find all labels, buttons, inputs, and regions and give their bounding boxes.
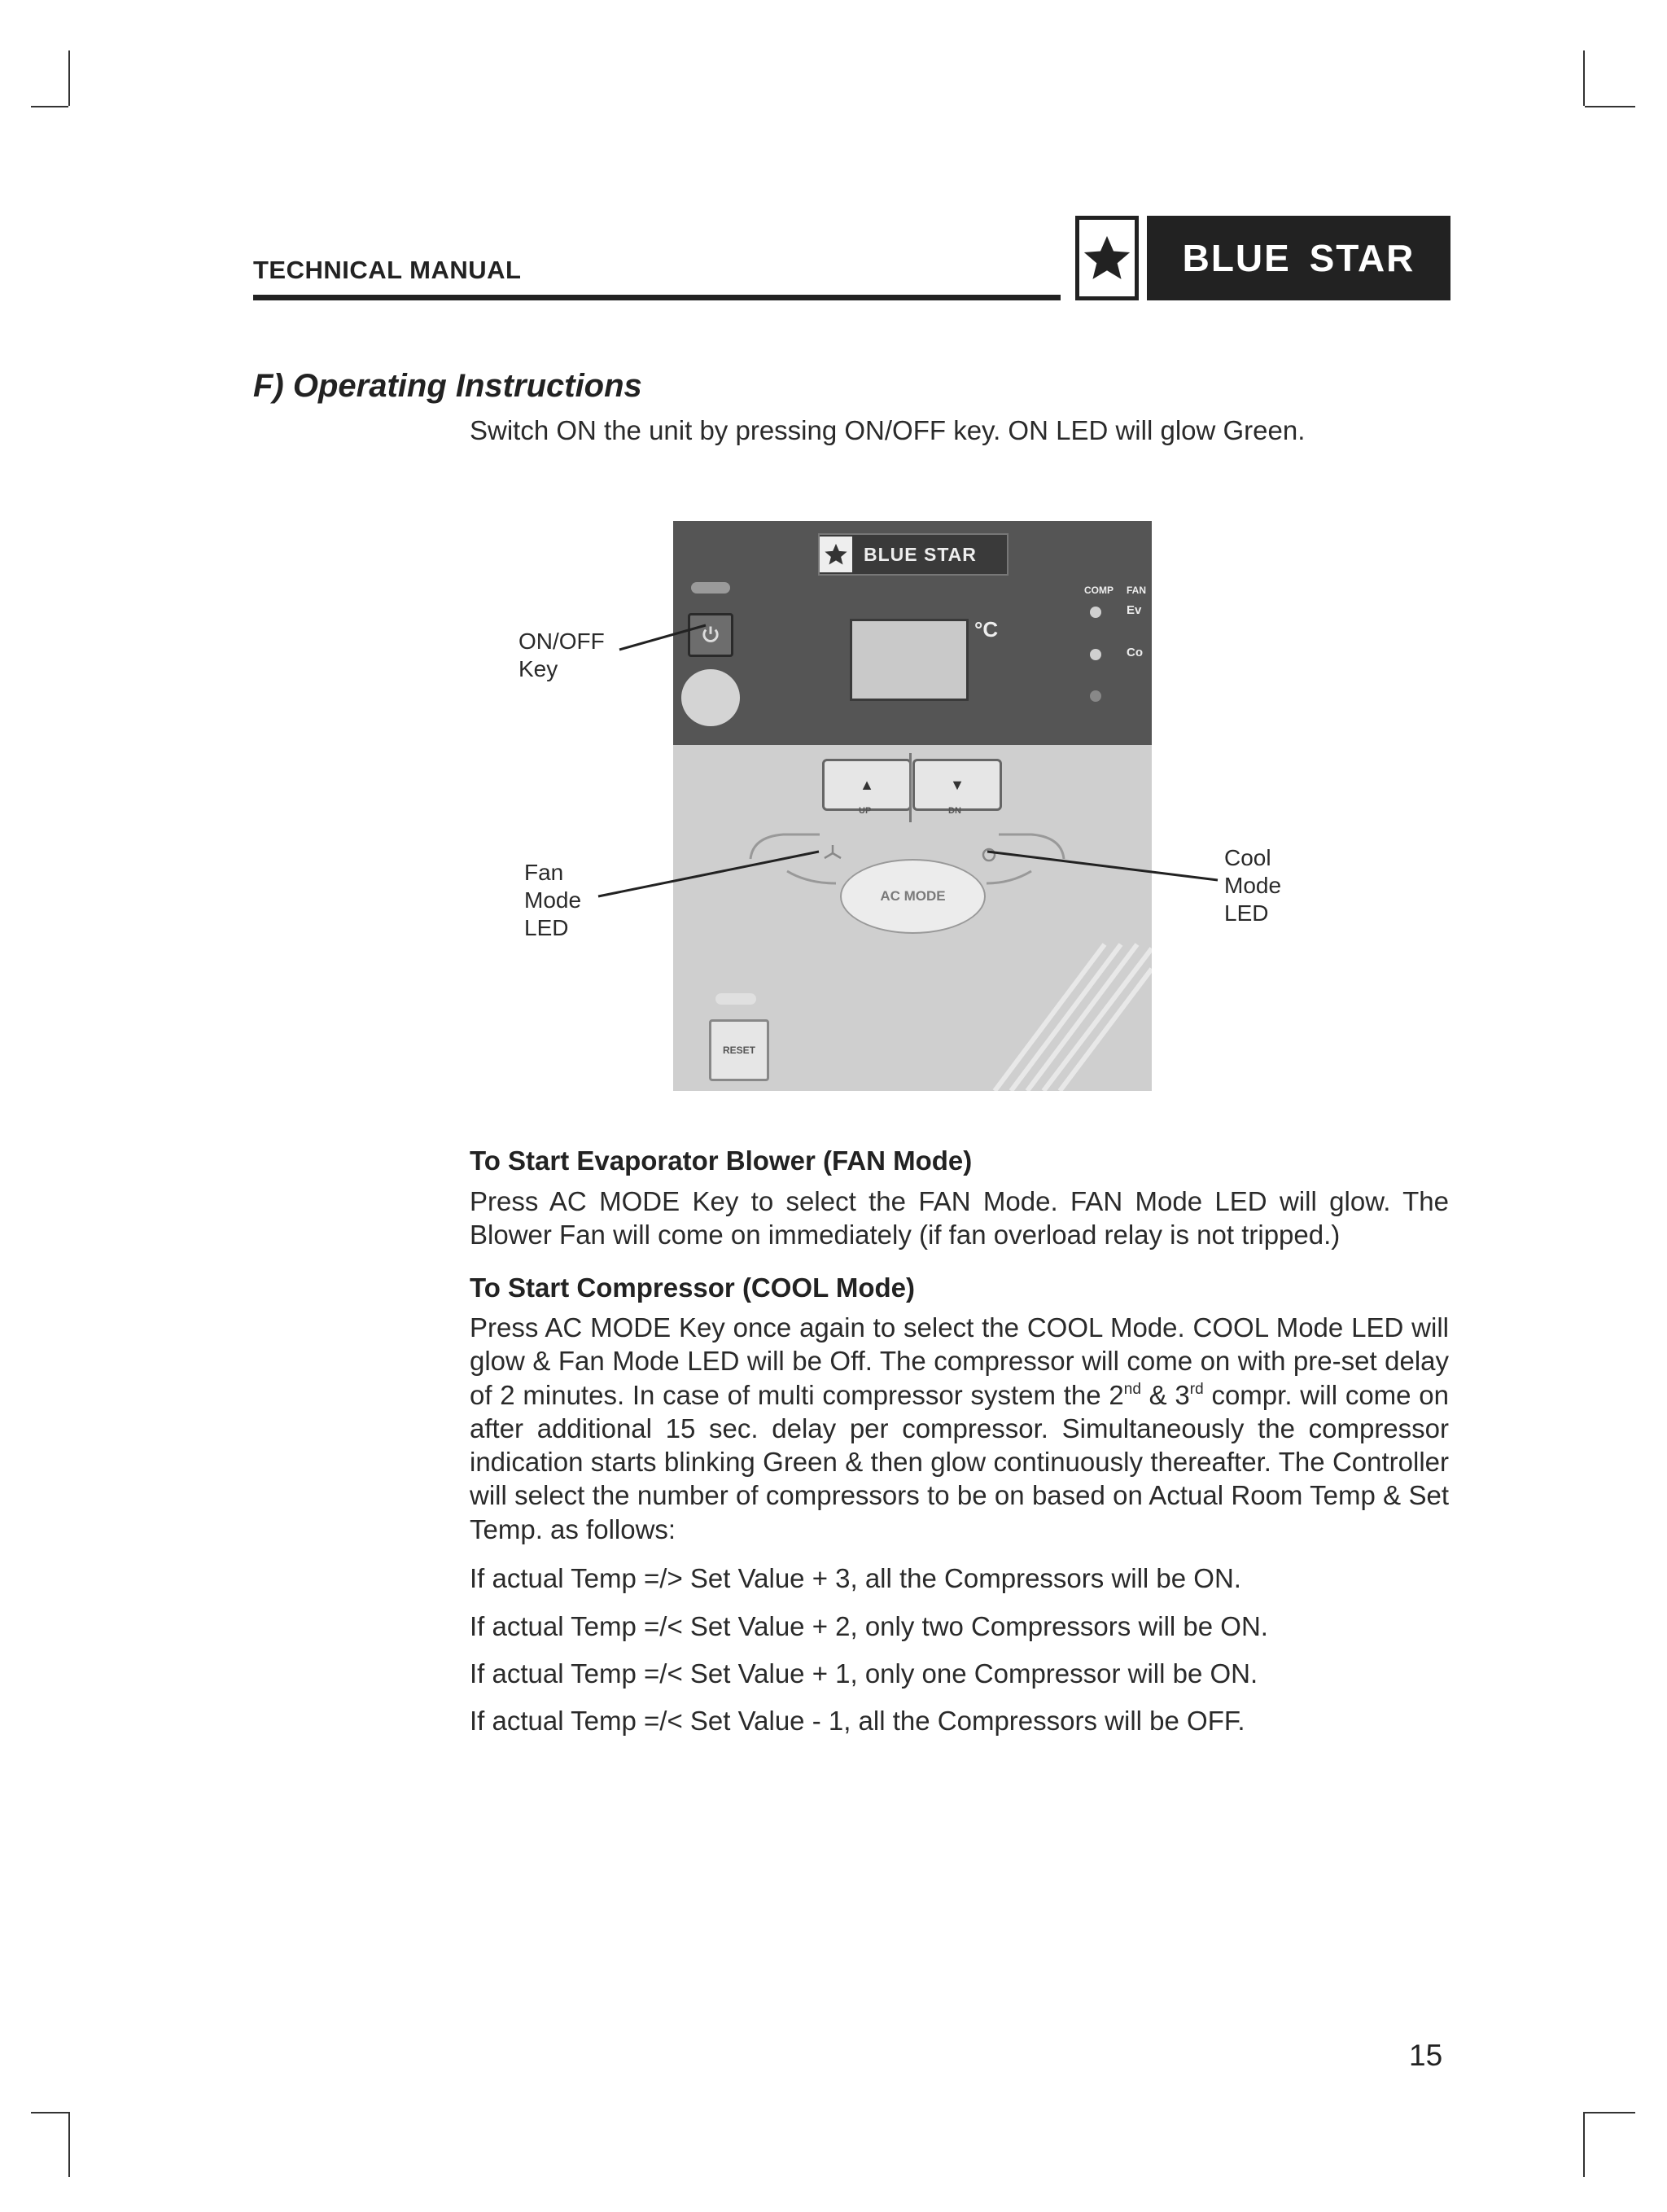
down-arrow-icon: ▼ (950, 776, 965, 793)
fan-mode-heading: To Start Evaporator Blower (FAN Mode) (470, 1145, 973, 1176)
reset-key: RESET (709, 1019, 769, 1081)
rule-line: If actual Temp =/< Set Value - 1, all the Compressors will be OFF. (470, 1706, 1245, 1736)
manual-label: TECHNICAL MANUAL (253, 256, 522, 284)
page-number: 15 (1409, 2039, 1443, 2072)
rule-line: If actual Temp =/< Set Value + 2, only two Compressors will be ON. (470, 1611, 1268, 1641)
dn-label: DN (948, 806, 961, 816)
rule-line: If actual Temp =/> Set Value + 3, all the Compressors will be ON. (470, 1563, 1241, 1593)
ac-mode-key: AC MODE (840, 859, 986, 934)
section-title: F) Operating Instructions (253, 368, 642, 404)
callout-cool-mode-led: Cool Mode LED (1224, 845, 1282, 926)
callout-fan-mode-led: Fan Mode LED (524, 860, 582, 940)
panel-brand-name: BLUE STAR (864, 543, 977, 565)
up-arrow-icon: ▲ (860, 776, 874, 793)
led-label-ev: Ev (1127, 603, 1142, 617)
intro-text: Switch ON the unit by pressing ON/OFF key. ON LED will glow Green. (470, 415, 1306, 445)
callout-onoff-key: ON/OFF Key (518, 629, 605, 681)
up-label: UP (859, 806, 872, 816)
brand-name: BLUE STAR (1147, 216, 1450, 300)
cool-mode-heading: To Start Compressor (COOL Mode) (470, 1272, 915, 1303)
rule-line: If actual Temp =/< Set Value + 1, only one Compressor will be ON. (470, 1658, 1258, 1689)
cool-mode-text: Press AC MODE Key once again to select the COOL Mode. COOL Mode LED will glow & Fan Mode LED will be Off. The compressor will come on with pre-set delay of 2 minutes. In case of multi compressor system the 2nd & 3rd compr. will come on after additional 15 sec. delay per compressor. Simultaneously the compressor indication starts blinking Green & then glow continuously thereafter. The Controller will select the number of compressors to be on based on Actual Room Temp & Set Temp. as follows: (470, 1312, 1449, 1544)
degree-label: °C (974, 617, 999, 642)
fan-mode-text: Press AC MODE Key to select the FAN Mode. FAN Mode LED will glow. The Blower Fan will come on immediately (if fan overload relay is not tripped.) (470, 1186, 1449, 1251)
col-header-fan: FAN (1127, 585, 1146, 596)
led-label-co: Co (1127, 646, 1143, 659)
col-header-comp: COMP (1084, 585, 1114, 596)
